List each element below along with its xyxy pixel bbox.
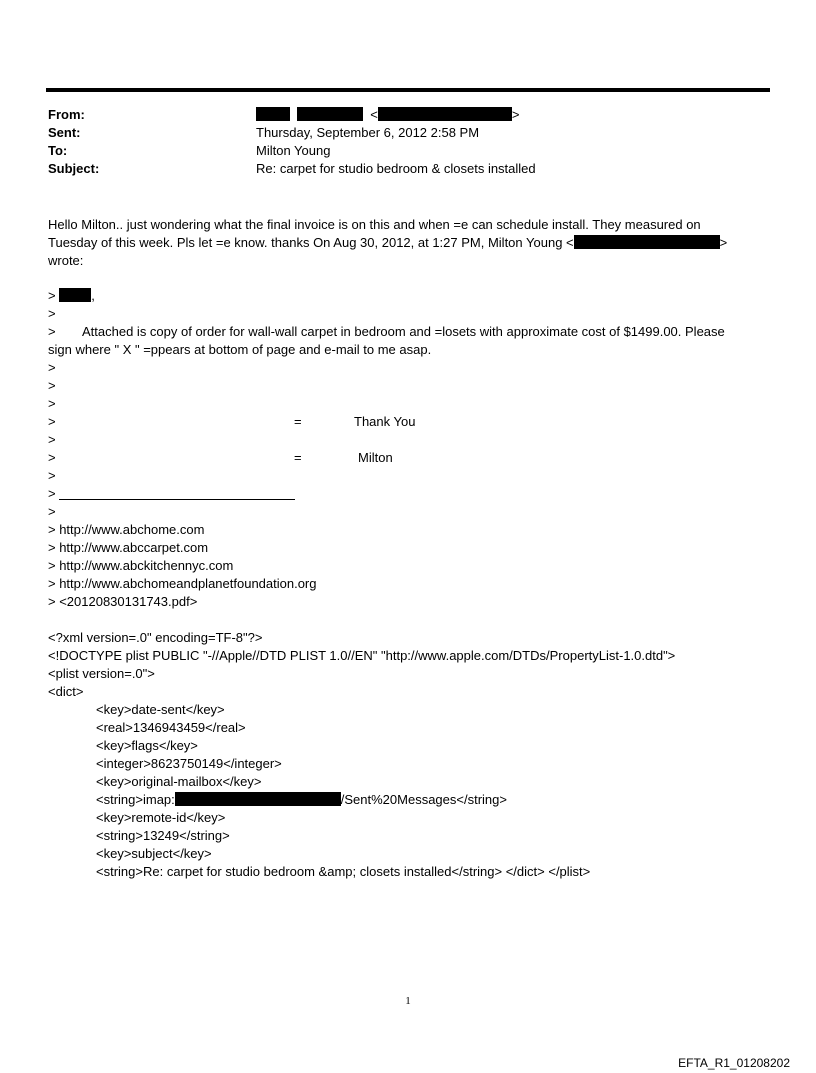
body-text: > bbox=[719, 235, 728, 250]
quote-mark: > bbox=[48, 378, 56, 393]
body-text: Tuesday of this week. Pls let =e know. thanks On Aug 30, 2012, at 1:27 PM, Milton Young < bbox=[48, 235, 574, 250]
quote-mark: > bbox=[48, 504, 56, 519]
subject-label: Subject: bbox=[48, 161, 100, 176]
redaction-box bbox=[256, 107, 290, 121]
link-line[interactable]: > http://www.abckitchennyc.com bbox=[48, 558, 234, 573]
attachment-line[interactable]: > <20120830131743.pdf> bbox=[48, 594, 198, 609]
from-gt: > bbox=[511, 107, 520, 122]
body-line bbox=[48, 234, 727, 252]
quote-mark: > bbox=[48, 288, 56, 303]
link-line[interactable]: > http://www.abccarpet.com bbox=[48, 540, 209, 555]
quote-line bbox=[48, 485, 295, 503]
redaction-box bbox=[175, 792, 341, 806]
plist-line: <string>13249</string> bbox=[96, 828, 230, 843]
quote-line bbox=[48, 287, 95, 305]
redaction-box bbox=[59, 288, 91, 302]
to-value: Milton Young bbox=[256, 143, 331, 158]
body-line: sign where " X " =ppears at bottom of page and e-mail to me asap. bbox=[48, 342, 432, 357]
redaction-box bbox=[378, 107, 512, 121]
body-text: , bbox=[91, 288, 95, 303]
subject-value: Re: carpet for studio bedroom & closets installed bbox=[256, 161, 536, 176]
quote-line bbox=[48, 449, 393, 467]
plist-line: <?xml version=.0" encoding=TF-8"?> bbox=[48, 630, 263, 645]
plist-line: <key>original-mailbox</key> bbox=[96, 774, 262, 789]
quote-mark: > bbox=[48, 306, 56, 321]
page-number: 1 bbox=[405, 995, 411, 1007]
body-text: = bbox=[294, 450, 302, 465]
header-rule bbox=[46, 88, 770, 92]
from-lt: < bbox=[370, 107, 378, 122]
link-line[interactable]: > http://www.abchomeandplanetfoundation.org bbox=[48, 576, 317, 591]
to-label: To: bbox=[48, 143, 68, 158]
plist-line bbox=[96, 791, 507, 809]
sent-value: Thursday, September 6, 2012 2:58 PM bbox=[256, 125, 480, 140]
body-line: Hello Milton.. just wondering what the final invoice is on this and when =e can schedule install. They measured on bbox=[48, 217, 701, 232]
quote-mark: > bbox=[48, 432, 56, 447]
redaction-box bbox=[297, 107, 363, 121]
plist-line: <integer>8623750149</integer> bbox=[96, 756, 282, 771]
quote-mark: > bbox=[48, 324, 56, 339]
redaction-box bbox=[574, 235, 720, 249]
sent-label: Sent: bbox=[48, 125, 81, 140]
body-text: Attached is copy of order for wall-wall carpet in bedroom and =losets with approximate cost of $1499.00. Please bbox=[82, 324, 725, 339]
quote-line bbox=[48, 323, 725, 341]
from-value bbox=[256, 106, 519, 124]
quote-mark: > bbox=[48, 450, 56, 465]
quote-mark: > bbox=[48, 486, 56, 501]
body-line: wrote: bbox=[48, 253, 84, 268]
quote-mark: > bbox=[48, 414, 56, 429]
plist-line: <plist version=.0"> bbox=[48, 666, 155, 681]
plist-line: <key>subject</key> bbox=[96, 846, 212, 861]
quote-line bbox=[48, 413, 416, 431]
plist-line: <dict> bbox=[48, 684, 84, 699]
link-line[interactable]: > http://www.abchome.com bbox=[48, 522, 205, 537]
signature-name: Milton bbox=[358, 450, 393, 465]
signature-rule bbox=[59, 487, 295, 500]
body-text: = bbox=[294, 414, 302, 429]
plist-line: <key>remote-id</key> bbox=[96, 810, 226, 825]
plist-text: /Sent%20Messages</string> bbox=[340, 792, 507, 807]
thank-you-text: Thank You bbox=[354, 414, 416, 429]
quote-mark: > bbox=[48, 396, 56, 411]
plist-line: <key>date-sent</key> bbox=[96, 702, 225, 717]
quote-mark: > bbox=[48, 360, 56, 375]
document-id: EFTA_R1_01208202 bbox=[678, 1056, 790, 1070]
plist-line: <real>1346943459</real> bbox=[96, 720, 246, 735]
plist-text: <string>imap: bbox=[96, 792, 175, 807]
plist-line: <key>flags</key> bbox=[96, 738, 198, 753]
plist-line: <!DOCTYPE plist PUBLIC "-//Apple//DTD PLIST 1.0//EN" "http://www.apple.com/DTDs/PropertyList-1.0.dtd"> bbox=[48, 648, 676, 663]
quote-mark: > bbox=[48, 468, 56, 483]
from-label: From: bbox=[48, 107, 85, 122]
plist-line: <string>Re: carpet for studio bedroom &amp; closets installed</string> </dict> </plist> bbox=[96, 864, 591, 879]
